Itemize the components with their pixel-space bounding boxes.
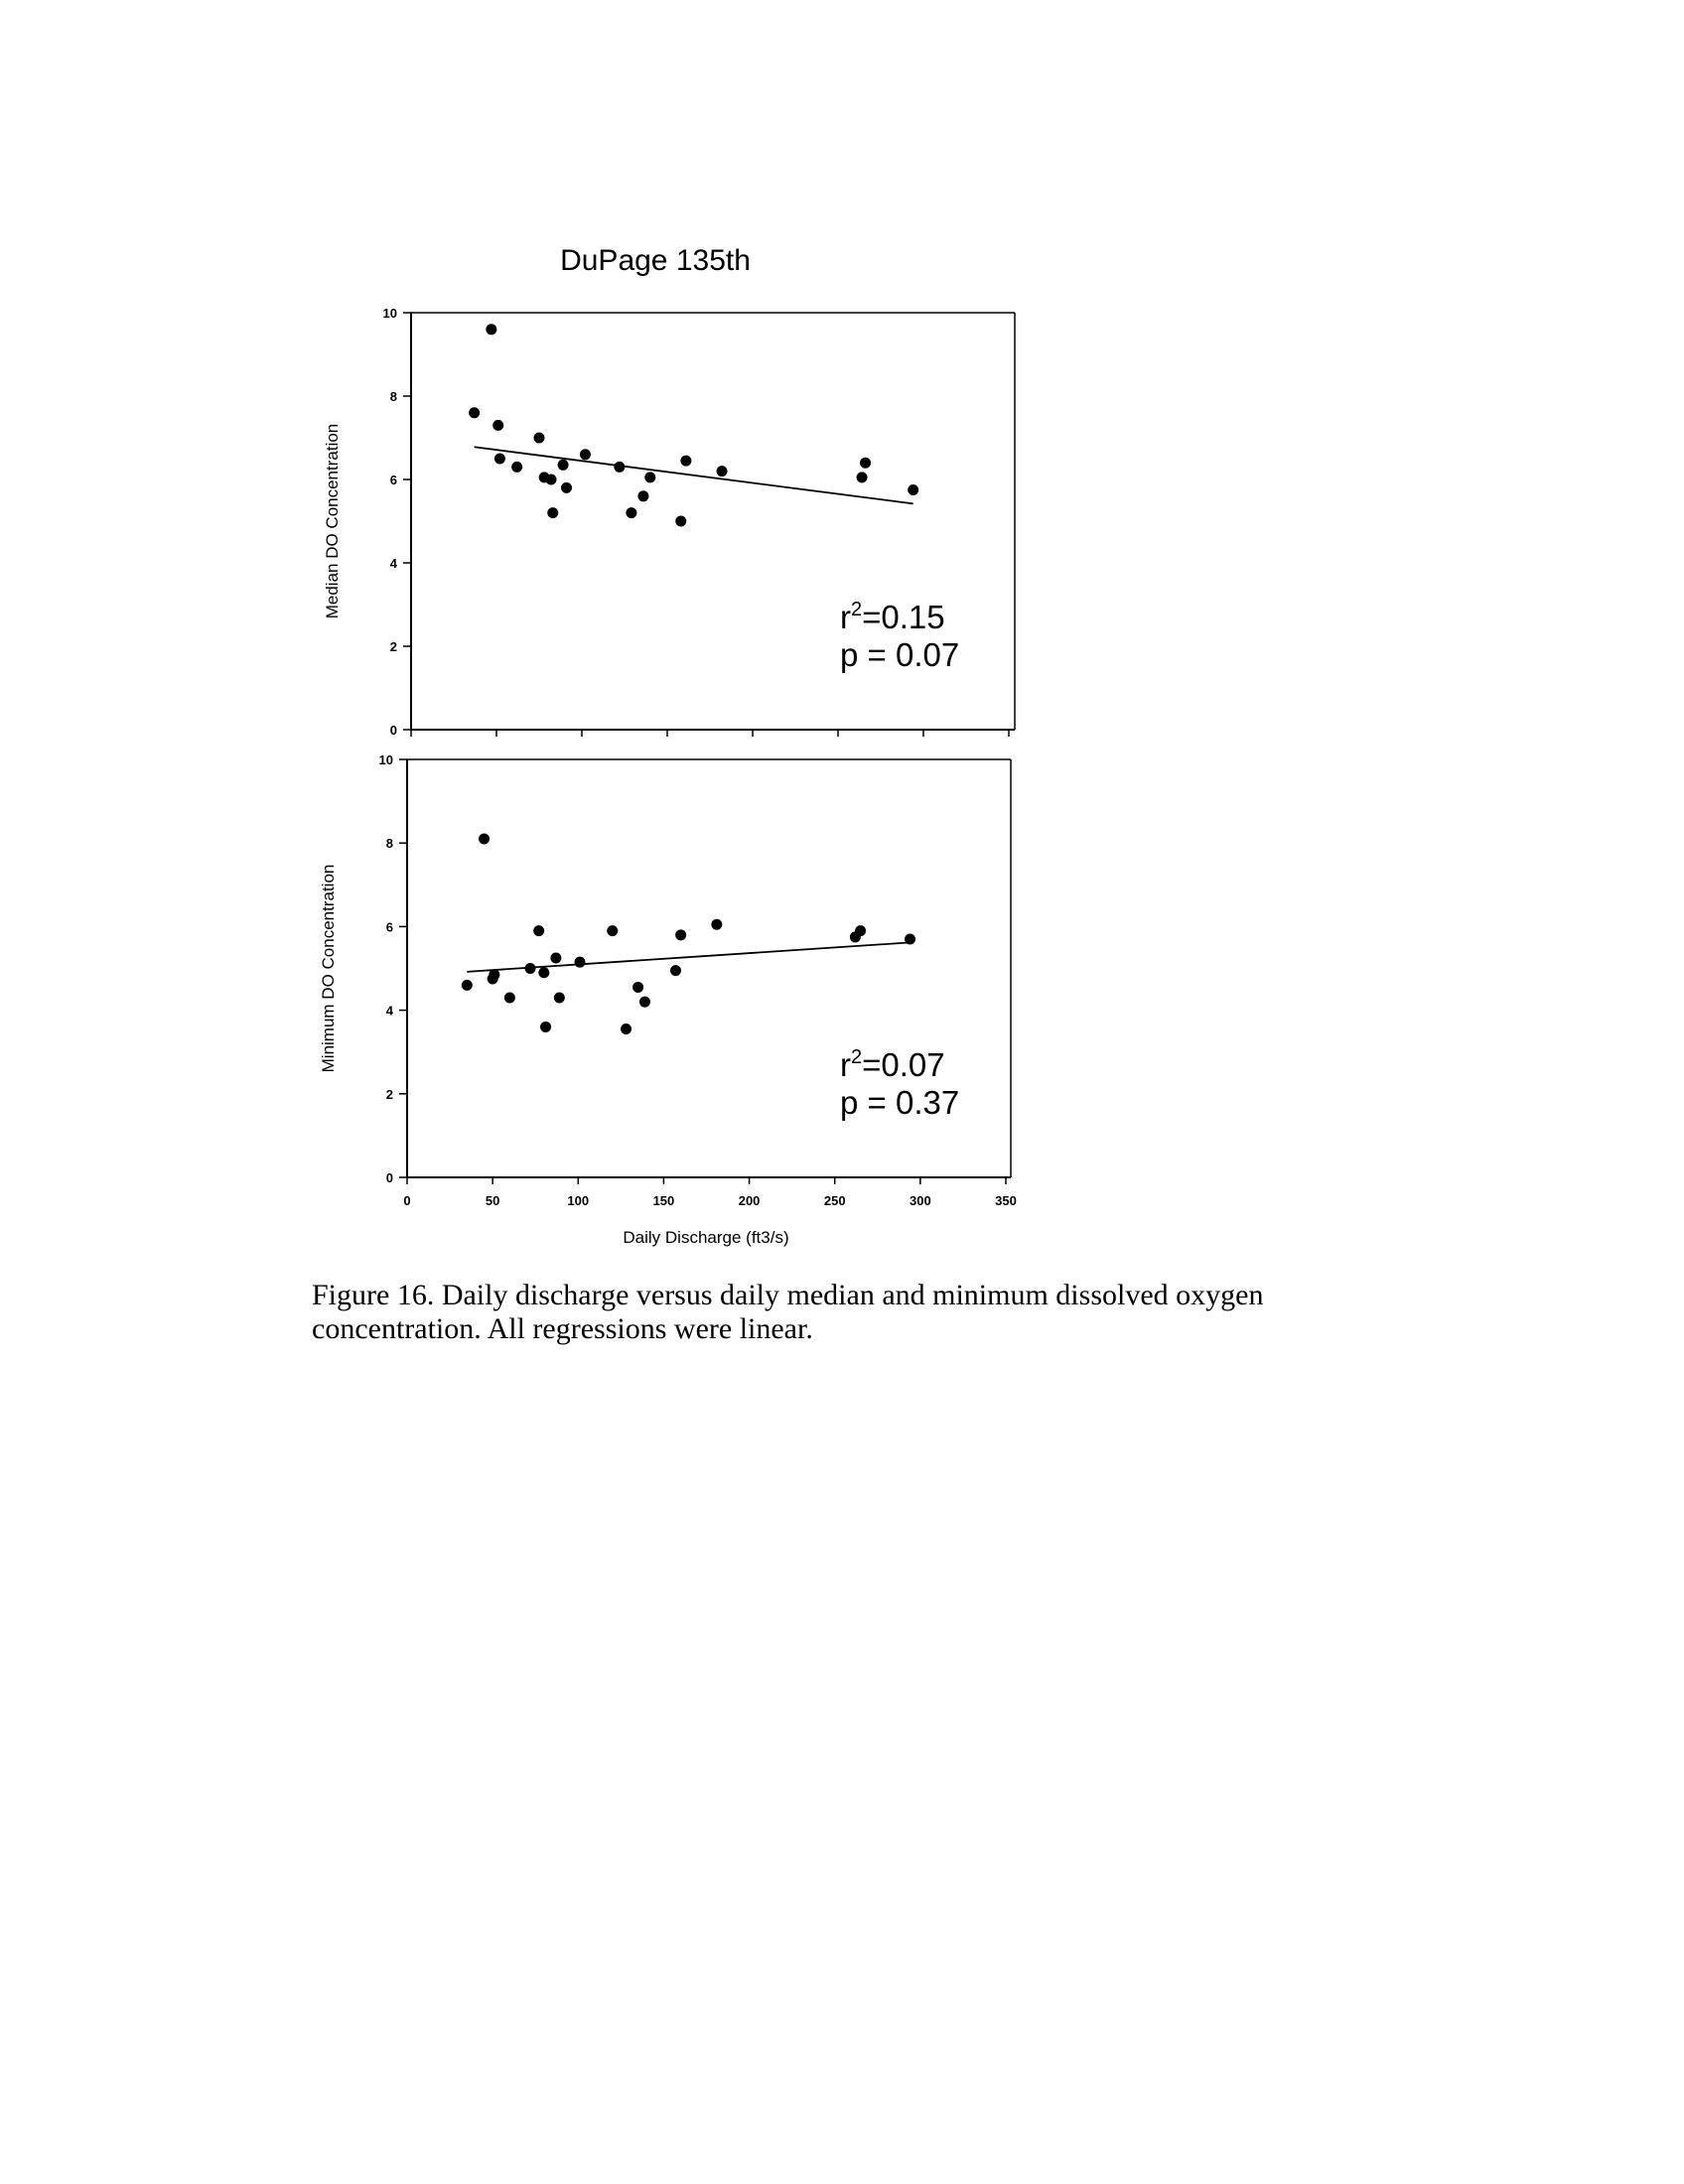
y-tick-label: 6 [385, 919, 393, 935]
data-point [462, 980, 473, 991]
data-point [525, 963, 536, 974]
data-point [492, 420, 503, 431]
data-point [711, 919, 722, 930]
x-tick-label: 0 [403, 1193, 411, 1208]
median-do-chart [323, 306, 1015, 738]
data-point [632, 982, 643, 993]
data-point [540, 1022, 551, 1032]
data-point [580, 449, 591, 460]
x-tick-label: 100 [567, 1193, 590, 1208]
x-tick-label: 50 [485, 1193, 500, 1208]
data-point [670, 965, 681, 976]
p-value-label: p = 0.37 [840, 1084, 960, 1121]
x-tick-label: 200 [738, 1193, 761, 1208]
data-point [558, 460, 569, 471]
data-point [547, 507, 558, 518]
data-point [614, 462, 625, 473]
y-tick-label: 10 [382, 306, 397, 321]
data-point [680, 456, 691, 467]
data-point [860, 458, 871, 469]
data-point [554, 992, 565, 1003]
r-squared-label: $r^2=0.07$ [840, 1046, 945, 1083]
data-point [486, 324, 496, 335]
data-point [534, 433, 545, 444]
figure-caption: Figure 16. Daily discharge versus daily median and minimum dissolved oxygen concentration. All regressions were linear. [312, 1279, 1264, 1345]
x-tick-label: 350 [995, 1193, 1017, 1208]
figure-title: DuPage 135th [560, 244, 751, 277]
x-tick-label: 300 [910, 1193, 931, 1208]
data-point [575, 957, 586, 968]
y-tick-label: 4 [385, 1003, 393, 1019]
minimum-do-chart [319, 752, 1017, 1247]
data-point [538, 967, 549, 978]
data-point [561, 482, 572, 493]
data-point [675, 516, 686, 527]
data-point [717, 466, 728, 477]
y-tick-label: 8 [389, 389, 397, 404]
data-point [857, 472, 868, 482]
data-point [908, 484, 918, 495]
data-point [644, 472, 655, 482]
data-point [546, 475, 557, 485]
y-tick-label: 2 [389, 639, 397, 654]
data-point [637, 490, 648, 501]
r-squared-label: $r^2=0.15$ [840, 599, 945, 635]
y-tick-label: 8 [385, 836, 393, 852]
data-point [469, 407, 480, 418]
p-value-label: p = 0.07 [840, 636, 960, 673]
data-point [621, 1024, 632, 1034]
data-point [639, 997, 650, 1008]
data-point [626, 507, 636, 518]
data-point [607, 925, 618, 936]
y-tick-label: 0 [389, 723, 397, 738]
data-point [550, 952, 561, 963]
data-point [479, 833, 490, 844]
data-point [489, 969, 499, 980]
data-point [855, 925, 866, 936]
data-point [533, 925, 544, 936]
x-axis-label: Daily Discharge (ft3/s) [623, 1228, 789, 1247]
data-point [905, 934, 915, 945]
y-tick-label: 4 [389, 556, 397, 571]
y-axis-label: Minimum DO Concentration [319, 864, 338, 1073]
y-tick-label: 10 [378, 752, 393, 767]
y-axis-label: Median DO Concentration [323, 423, 342, 619]
data-point [511, 462, 522, 473]
x-tick-label: 250 [823, 1193, 846, 1208]
y-tick-label: 2 [385, 1086, 393, 1102]
data-point [675, 929, 686, 940]
y-tick-label: 0 [385, 1170, 393, 1185]
data-point [494, 454, 505, 465]
x-tick-label: 150 [652, 1193, 675, 1208]
y-tick-label: 6 [389, 473, 397, 487]
data-point [504, 992, 515, 1003]
